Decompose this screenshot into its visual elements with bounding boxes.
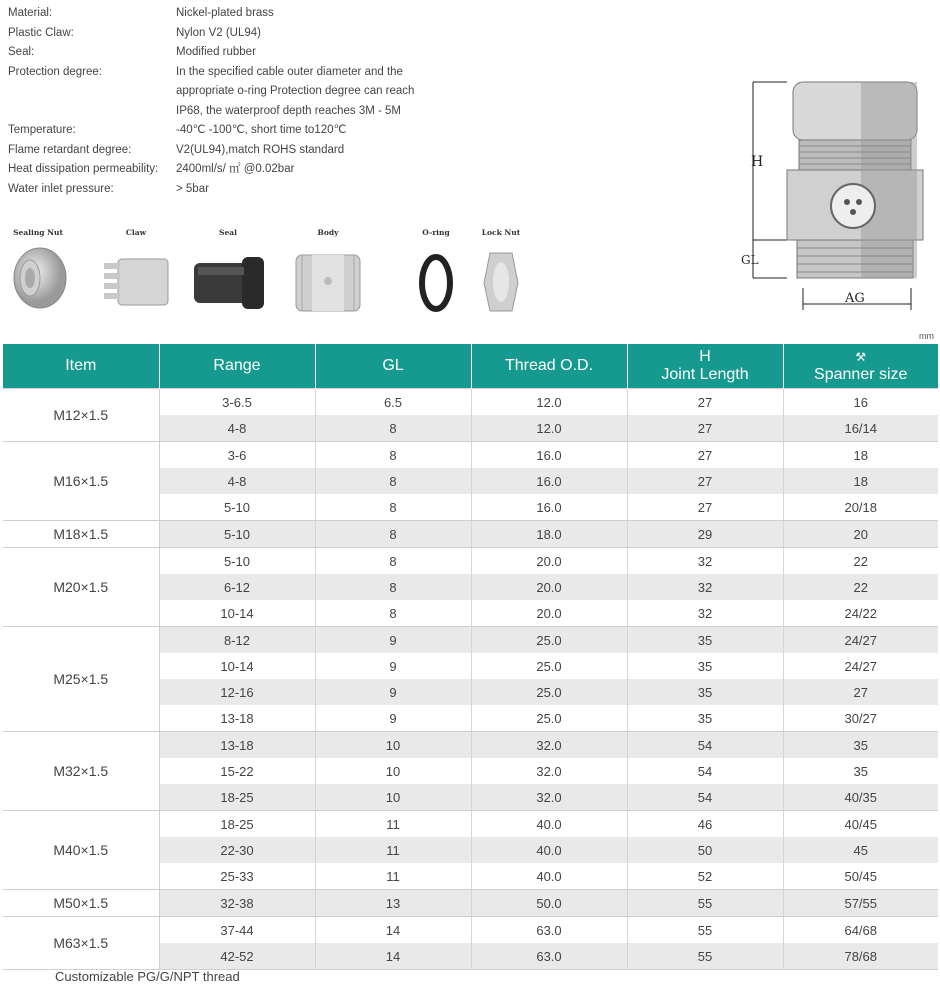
thread-cell: 32.0 [471, 758, 627, 784]
spec-label: Heat dissipation permeability: [8, 163, 159, 175]
spanner-cell: 40/45 [783, 811, 938, 838]
range-cell: 4-8 [159, 415, 315, 442]
header-thread: Thread O.D. [471, 344, 627, 389]
range-cell: 25-33 [159, 863, 315, 890]
spec-value-line: Nickel-plated brass [176, 7, 274, 19]
spec-value-line: V2(UL94),match ROHS standard [176, 143, 345, 156]
range-cell: 5-10 [159, 494, 315, 521]
item-cell: M25×1.5 [3, 627, 159, 732]
gl-cell: 9 [315, 627, 471, 654]
spec-list [8, 4, 478, 199]
wrench-icon: ⚒ [855, 350, 867, 364]
header-h: H [699, 348, 711, 365]
part-lock-nut [478, 228, 524, 315]
spec-value [176, 160, 478, 180]
ag-dimension-label: AG [845, 291, 865, 306]
spec-label: Plastic Claw: [8, 26, 74, 39]
spec-value [176, 141, 478, 161]
part-label: Sealing Nut [13, 228, 63, 237]
part-label: Body [317, 228, 339, 237]
spanner-cell: 40/35 [783, 784, 938, 811]
spec-row [8, 180, 478, 200]
spanner-cell: 22 [783, 574, 938, 600]
thread-cell: 18.0 [471, 521, 627, 548]
joint-length-cell: 46 [627, 811, 783, 838]
header-spanner [783, 344, 938, 389]
table-row [3, 627, 938, 654]
header-joint-length [627, 344, 783, 389]
spec-label: Flame retardant degree: [8, 143, 132, 156]
joint-length-cell: 50 [627, 837, 783, 863]
gl-cell: 9 [315, 653, 471, 679]
part-sealing-nut [8, 228, 68, 313]
part-label: O-ring [422, 228, 450, 237]
spanner-cell: 22 [783, 548, 938, 575]
gl-cell: 8 [315, 415, 471, 442]
item-cell: M40×1.5 [3, 811, 159, 890]
thread-cell: 25.0 [471, 653, 627, 679]
gl-cell: 6.5 [315, 389, 471, 416]
item-cell: M50×1.5 [3, 890, 159, 917]
range-cell: 5-10 [159, 548, 315, 575]
thread-cell: 63.0 [471, 943, 627, 970]
gl-cell: 10 [315, 784, 471, 811]
part-label: Claw [125, 228, 147, 237]
range-cell: 18-25 [159, 811, 315, 838]
spec-value-line: Modified rubber [176, 46, 256, 58]
header-gl: GL [315, 344, 471, 389]
gl-cell: 9 [315, 679, 471, 705]
spec-value [176, 24, 478, 44]
spec-label: Protection degree: [8, 65, 102, 78]
header-joint-length-label: Joint Length [661, 366, 749, 383]
range-cell: 10-14 [159, 653, 315, 679]
table-row [3, 548, 938, 575]
thread-cell: 40.0 [471, 811, 627, 838]
table-row [3, 811, 938, 838]
joint-length-cell: 55 [627, 917, 783, 944]
spec-value-line: appropriate o-ring Protection degree can reach [176, 85, 415, 97]
spec-row [8, 63, 478, 122]
spec-row [8, 121, 478, 141]
range-cell: 3-6 [159, 442, 315, 469]
gl-cell: 10 [315, 758, 471, 784]
spec-label: Material: [8, 7, 53, 19]
gl-cell: 8 [315, 494, 471, 521]
thread-cell: 32.0 [471, 732, 627, 759]
header-spanner-label: Spanner size [814, 366, 908, 383]
joint-length-cell: 32 [627, 600, 783, 627]
range-cell: 8-12 [159, 627, 315, 654]
range-cell: 13-18 [159, 732, 315, 759]
header-item: Item [3, 344, 159, 389]
item-cell: M12×1.5 [3, 389, 159, 442]
range-cell: 13-18 [159, 705, 315, 732]
spec-label: Temperature: [8, 124, 76, 136]
joint-length-cell: 55 [627, 890, 783, 917]
h-dimension-label: H [751, 154, 764, 170]
joint-length-cell: 27 [627, 415, 783, 442]
gl-cell: 8 [315, 468, 471, 494]
gl-cell: 11 [315, 837, 471, 863]
spanner-cell: 24/22 [783, 600, 938, 627]
spec-row [8, 141, 478, 161]
thread-cell: 16.0 [471, 494, 627, 521]
part-label: Lock Nut [481, 228, 521, 237]
spec-label: Seal: [8, 46, 35, 58]
joint-length-cell: 35 [627, 627, 783, 654]
spanner-cell: 20 [783, 521, 938, 548]
range-cell: 32-38 [159, 890, 315, 917]
table-row [3, 521, 938, 548]
part-claw [100, 228, 172, 313]
part-body [292, 228, 364, 315]
claw-image [100, 243, 172, 313]
thread-cell: 25.0 [471, 627, 627, 654]
spec-value-line: IP68, the waterproof depth reaches 3M - 5M [176, 104, 402, 117]
joint-length-cell: 52 [627, 863, 783, 890]
gl-cell: 13 [315, 890, 471, 917]
lock-nut-image [478, 243, 524, 315]
spec-value-line: Nylon V2 (UL94) [176, 26, 262, 39]
joint-length-cell: 27 [627, 389, 783, 416]
spec-row [8, 4, 478, 24]
range-cell: 3-6.5 [159, 389, 315, 416]
thread-cell: 12.0 [471, 389, 627, 416]
gl-cell: 10 [315, 732, 471, 759]
joint-length-cell: 35 [627, 705, 783, 732]
range-cell: 4-8 [159, 468, 315, 494]
spanner-cell: 30/27 [783, 705, 938, 732]
gl-cell: 8 [315, 548, 471, 575]
range-cell: 22-30 [159, 837, 315, 863]
spanner-cell: 27 [783, 679, 938, 705]
thread-cell: 40.0 [471, 837, 627, 863]
part-label: Seal [219, 228, 237, 237]
o-ring-image [414, 243, 458, 315]
spec-table [3, 344, 938, 970]
joint-length-cell: 35 [627, 679, 783, 705]
item-cell: M32×1.5 [3, 732, 159, 811]
joint-length-cell: 54 [627, 732, 783, 759]
joint-length-cell: 32 [627, 548, 783, 575]
gl-cell: 8 [315, 600, 471, 627]
spec-row [8, 24, 478, 44]
range-cell: 18-25 [159, 784, 315, 811]
body-image [292, 243, 364, 315]
spec-row [8, 43, 478, 63]
thread-cell: 20.0 [471, 548, 627, 575]
spec-value-line: -40℃ -100℃, short time to120℃ [176, 124, 347, 136]
gl-cell: 8 [315, 521, 471, 548]
spec-value [176, 63, 478, 122]
thread-cell: 16.0 [471, 442, 627, 469]
spec-value-line: 2400ml/s/ ㎡ @0.02bar [176, 163, 295, 175]
seal-image [188, 243, 268, 313]
range-cell: 12-16 [159, 679, 315, 705]
spec-value [176, 43, 478, 63]
thread-cell: 25.0 [471, 679, 627, 705]
part-o-ring [414, 228, 458, 315]
thread-cell: 20.0 [471, 600, 627, 627]
table-header [3, 344, 938, 389]
spanner-cell: 24/27 [783, 653, 938, 679]
range-cell: 15-22 [159, 758, 315, 784]
item-cell: M63×1.5 [3, 917, 159, 970]
thread-cell: 20.0 [471, 574, 627, 600]
sealing-nut-image [8, 243, 68, 313]
spanner-cell: 57/55 [783, 890, 938, 917]
parts-row [0, 228, 540, 328]
thread-cell: 40.0 [471, 863, 627, 890]
gl-cell: 11 [315, 811, 471, 838]
spanner-cell: 16 [783, 389, 938, 416]
spec-value-line: In the specified cable outer diameter and the [176, 65, 403, 78]
joint-length-cell: 32 [627, 574, 783, 600]
item-cell: M20×1.5 [3, 548, 159, 627]
header-range: Range [159, 344, 315, 389]
spanner-cell: 16/14 [783, 415, 938, 442]
item-cell: M18×1.5 [3, 521, 159, 548]
spec-label: Water inlet pressure: [8, 182, 114, 195]
spec-value [176, 180, 478, 200]
joint-length-cell: 35 [627, 653, 783, 679]
gl-cell: 9 [315, 705, 471, 732]
spanner-cell: 24/27 [783, 627, 938, 654]
table-row [3, 890, 938, 917]
thread-cell: 25.0 [471, 705, 627, 732]
gl-dimension-label: GL [741, 253, 759, 267]
spanner-cell: 18 [783, 442, 938, 469]
range-cell: 37-44 [159, 917, 315, 944]
spanner-cell: 35 [783, 732, 938, 759]
gl-cell: 8 [315, 574, 471, 600]
joint-length-cell: 27 [627, 494, 783, 521]
joint-length-cell: 55 [627, 943, 783, 970]
spanner-cell: 78/68 [783, 943, 938, 970]
spanner-cell: 35 [783, 758, 938, 784]
joint-length-cell: 27 [627, 468, 783, 494]
spec-row [8, 160, 478, 180]
range-cell: 42-52 [159, 943, 315, 970]
spanner-cell: 18 [783, 468, 938, 494]
thread-cell: 16.0 [471, 468, 627, 494]
gl-cell: 11 [315, 863, 471, 890]
spanner-cell: 20/18 [783, 494, 938, 521]
spanner-cell: 45 [783, 837, 938, 863]
item-cell: M16×1.5 [3, 442, 159, 521]
spanner-cell: 50/45 [783, 863, 938, 890]
table-row [3, 917, 938, 944]
range-cell: 6-12 [159, 574, 315, 600]
joint-length-cell: 54 [627, 784, 783, 811]
spanner-cell: 64/68 [783, 917, 938, 944]
footer-note: Customizable PG/G/NPT thread [55, 969, 240, 984]
spec-value [176, 121, 478, 141]
thread-cell: 32.0 [471, 784, 627, 811]
joint-length-cell: 54 [627, 758, 783, 784]
joint-length-cell: 27 [627, 442, 783, 469]
thread-cell: 63.0 [471, 917, 627, 944]
joint-length-cell: 29 [627, 521, 783, 548]
range-cell: 10-14 [159, 600, 315, 627]
thread-cell: 50.0 [471, 890, 627, 917]
part-seal [188, 228, 268, 313]
spec-value [176, 4, 478, 24]
cable-gland-drawing [735, 78, 940, 318]
thread-cell: 12.0 [471, 415, 627, 442]
table-row [3, 389, 938, 416]
unit-label: mm [919, 331, 934, 341]
table-row [3, 732, 938, 759]
table-row [3, 442, 938, 469]
gl-cell: 14 [315, 943, 471, 970]
gl-cell: 8 [315, 442, 471, 469]
range-cell: 5-10 [159, 521, 315, 548]
spec-value-line: > 5bar [176, 182, 209, 195]
gl-cell: 14 [315, 917, 471, 944]
